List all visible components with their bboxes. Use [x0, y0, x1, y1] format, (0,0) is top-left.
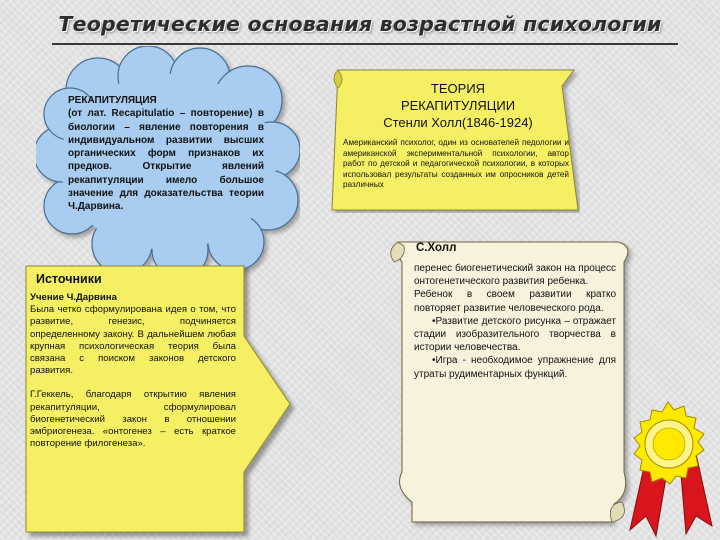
page-title: Теоретические основания возрастной психологии	[58, 12, 662, 36]
title-underline	[52, 43, 678, 45]
hall-item1: •Развитие детского рисунка – отражает стадии изобразительного творчества в истории человечества.	[414, 315, 616, 354]
hall-item2: •Игра - необходимое упражнение для утраты рудиментарных функций.	[414, 355, 616, 380]
sources-heading: Источники	[36, 272, 102, 286]
hall-text-block	[414, 262, 616, 381]
theory-banner-title	[340, 80, 576, 131]
hall-heading: С.Холл	[416, 242, 457, 254]
darwin-text: Была четко сформулирована идея о том, что развитие, генезис, подчиняется определенному закону. В дальнейшем любая крупная психологическая теория была связана с поиском законов детского развития.	[30, 304, 236, 377]
cloud-text-block	[68, 94, 264, 214]
hall-description: Американский психолог, один из основателей педологии и американской экспериментальной психологии, автор работ по детской и педагогической психологии, в которых использовал результаты созданных им опросников детей различных	[343, 138, 569, 190]
theory-line3: Стенли Холл(1846-1924)	[383, 115, 533, 130]
darwin-heading: Учение Ч.Дарвина	[30, 292, 117, 303]
sources-text-block	[30, 292, 236, 462]
theory-line1: ТЕОРИЯ	[430, 81, 486, 96]
haeckel-text: Г.Геккель, благодаря открытию явления рекапитуляции, сформулировал биогенетический закон в отношении эмбриогенеза. «онтогенез – есть краткое повторение филогенеза».	[30, 389, 236, 450]
hall-text1: перенес биогенетический закон на процесс онтогенетического развития ребенка.	[414, 263, 616, 288]
medal-icon	[616, 398, 720, 540]
cloud-body: (от лат. Recapitulatio – повторение) в биологии – явление повторения в индивидуальном развитии высших органических форм признаков их предков. Открытие явлений рекапитуляции имело большое значение для доказательства теории Ч.Дарвина.	[68, 108, 264, 213]
cloud-heading: РЕКАПИТУЛЯЦИЯ	[68, 95, 157, 106]
hall-text2: Ребенок в своем развитии кратко повторяет развитие человеческого рода.	[414, 289, 616, 314]
theory-line2: РЕКАПИТУЛЯЦИИ	[400, 98, 516, 113]
